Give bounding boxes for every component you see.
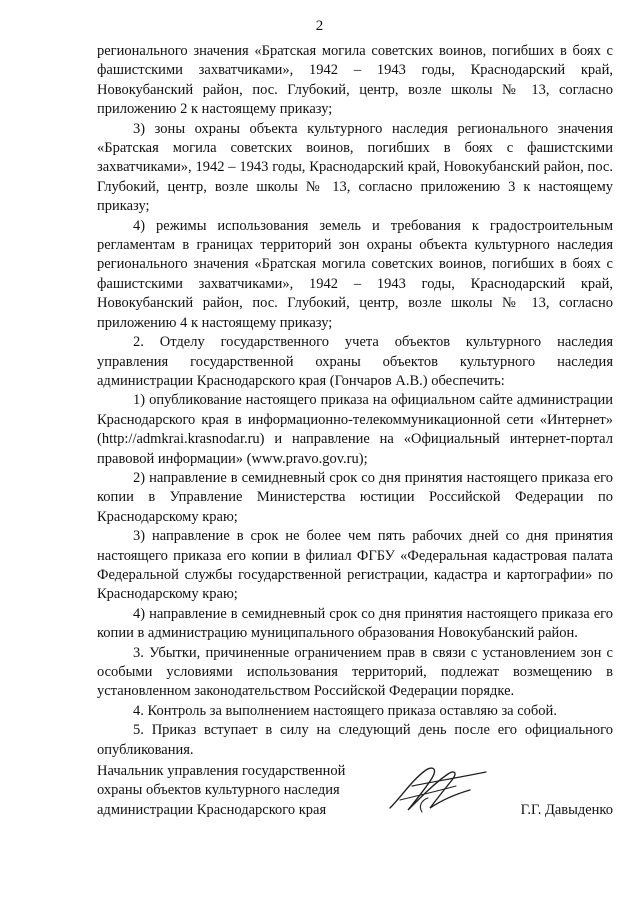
paragraph: 4. Контроль за выполнением настоящего приказа оставляю за собой. [133,702,557,719]
paragraph: 1) опубликование настоящего приказа на официальном сайте администрации Краснодарского края в информационно-телекоммуникационной сети «Интернет» (http://admkrai.krasnodar.ru) и направление на «Официальный интернет-портал правовой информации» (www.pravo.gov.ru); [97,392,613,467]
paragraph: 3) направление в срок не более чем пять рабочих дней со дня принятия настоящего приказа его копии в филиал ФГБУ «Федеральная кадастровая палата Федеральной службы государственной регистрации, кадастра и картографии» по Краснодарскому краю; [97,528,613,603]
handwritten-signature [382,756,492,818]
signer-name: Г.Г. Давыденко [520,802,613,818]
document-body [97,42,613,760]
signature-block [97,762,613,822]
signer-title [97,762,397,820]
paragraph: 2) направление в семидневный срок со дня принятия настоящего приказа его копии в Управление Министерства юстиции Российской Федерации по Краснодарскому краю; [97,469,613,525]
signer-title-line: охраны объектов культурного наследия [97,782,340,799]
paragraph: 2. Отделу государственного учета объектов культурного наследия управления государственной охраны объектов культурного наследия администрации Краснодарского края (Гончаров А.В.) обеспечить: [97,334,613,389]
page-number: 2 [315,18,324,34]
paragraph: 3) зоны охраны объекта культурного наследия регионального значения «Братская могила советских воинов, погибших в боях с фашистскими захватчиками», 1942 – 1943 годы, Краснодарский край, Новокубанский район, пос. Глубокий, центр, возле школы № 13, согласно приложению 3 к настоящему приказу; [97,120,613,215]
paragraph: регионального значения «Братская могила советских воинов, погибших в боях с фашистскими захватчиками», 1942 – 1943 годы, Краснодарский край, Новокубанский район, пос. Глубокий, центр, возле школы № 13, согласно приложению 2 к настоящему приказу; [97,43,613,118]
paragraph: 3. Убытки, причиненные ограничением прав в связи с установлением зон с особыми условиями использования территорий, подлежат возмещению в установленном законодательством Российской Федерации порядке. [97,644,613,700]
paragraph: 5. Приказ вступает в силу на следующий день после его официального опубликования. [97,722,613,758]
paragraph: 4) режимы использования земель и требования к градостроительным регламентам в границах территорий зон охраны объекта культурного наследия регионального значения «Братская могила советских воинов, погибших в боях с фашистскими захватчиками», 1942 – 1943 годы, Краснодарский край, Новокубанский район, пос. Глубокий, центр, возле школы № 13, согласно приложению 4 к настоящему приказу; [97,217,613,331]
signer-title-line: администрации Краснодарского края [97,801,327,818]
signer-title-line: Начальник управления государственной [97,763,346,779]
paragraph: 4) направление в семидневный срок со дня принятия настоящего приказа его копии в администрацию муниципального образования Новокубанский район. [97,605,613,642]
